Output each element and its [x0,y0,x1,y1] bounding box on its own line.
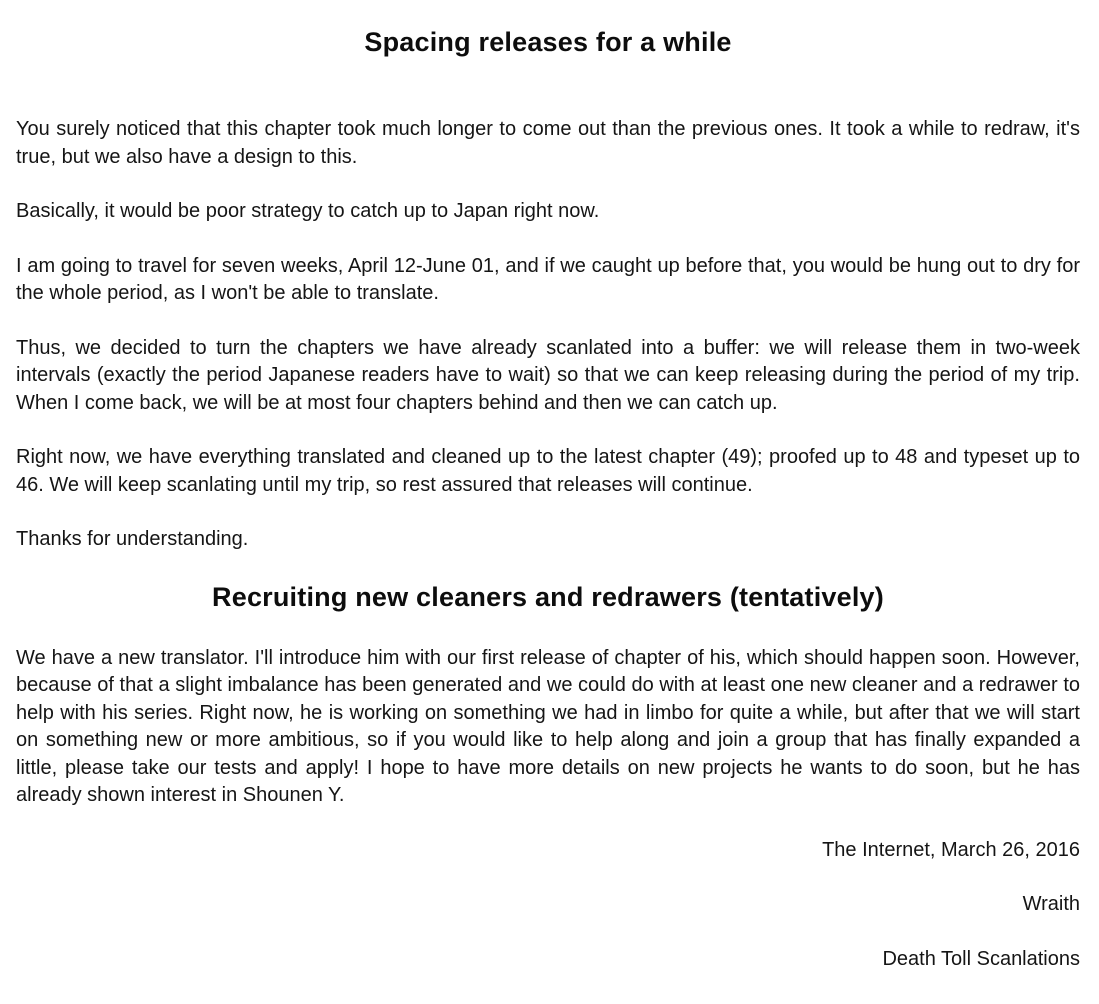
signature-dateline: The Internet, March 26, 2016 [822,838,1080,861]
paragraph-buffer-plan: Thus, we decided to turn the chapters we have already scanlated into a buffer: we will release them in two-week intervals (exactly the period Japanese readers have to wait) so that we can keep releasing during the period of my trip. When I come back, we will be at most four chapters behind and then we can catch up. [16,336,1080,414]
paragraph-recruiting: We have a new translator. I'll introduce him with our first release of chapter of his, which should happen soon. However, because of that a slight imbalance has been generated and we could do with at least one new cleaner and a redrawer to help with his series. Right now, he is working on something we had in limbo for quite a while, but after that we will start on something new or more ambitious, so if you would like to help along and join a group that has finally expanded a little, please take our tests and apply! I hope to have more details on new projects he wants to do soon, but he has already shown interest in Shounen Y. [16,646,1080,806]
paragraph-travel: I am going to travel for seven weeks, April 12-June 01, and if we caught up before that, you would be hung out to dry for the whole period, as I won't be able to translate. [16,254,1080,304]
signature-author: Wraith [1022,893,1080,915]
paragraph-progress-status: Right now, we have everything translated and cleaned up to the latest chapter (49); proofed up to 48 and typeset up to 46. We will keep scanlating until my trip, so rest assured that releases will continue. [16,446,1080,496]
section2-title: Recruiting new cleaners and redrawers (tentatively) [212,581,884,612]
paragraph-release-delay: You surely noticed that this chapter took much longer to come out than the previous ones. It took a while to redraw, it's true, but we also have a design to this. [16,118,1080,168]
signature-block [16,837,1080,974]
signature-group: Death Toll Scanlations [882,947,1080,970]
section1-title: Spacing releases for a while [364,27,732,57]
paragraph-thanks: Thanks for understanding. [16,528,249,550]
paragraph-strategy: Basically, it would be poor strategy to catch up to Japan right now. [16,200,600,222]
